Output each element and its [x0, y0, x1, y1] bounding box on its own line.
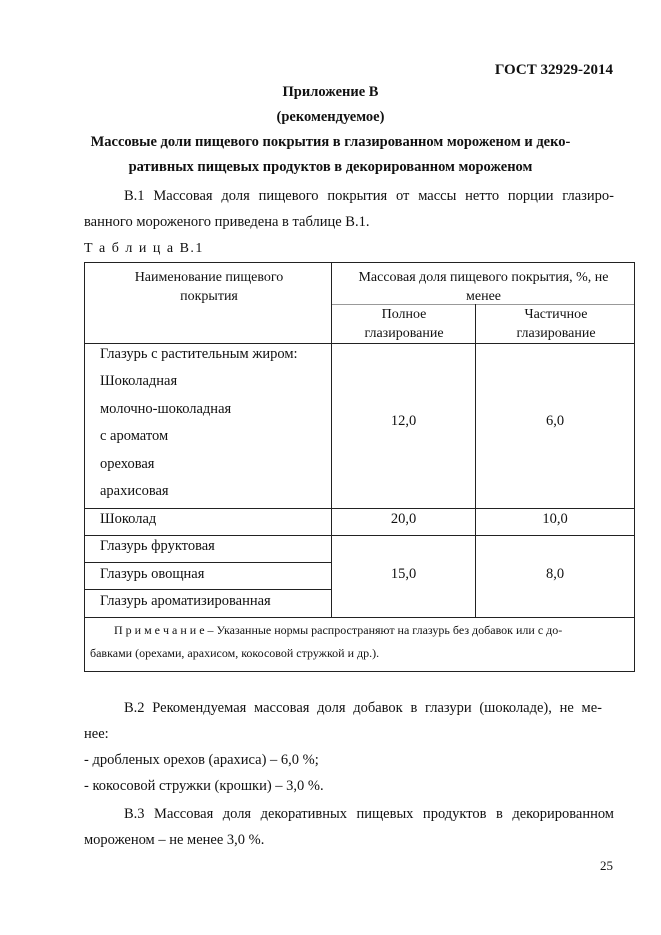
page-number: 25: [600, 858, 613, 873]
para-b3-line2: мороженом – не менее 3,0 %.: [84, 832, 265, 848]
header-mass-share: Массовая доля пищевого покрытия, %, не менее: [358, 270, 609, 304]
header-name: Наименование пищевого покрытия: [134, 270, 284, 304]
table-border-right: [634, 262, 635, 672]
group1-item-6: арахисовая: [100, 483, 169, 499]
table-caption: Т а б л и ц а В.1: [84, 241, 204, 256]
para-b3-line1: В.3 Массовая доля декоративных пищевых продуктов в декорированном: [124, 806, 614, 822]
document-code: ГОСТ 32929-2014: [494, 62, 613, 78]
section-title-line1: Массовые доли пищевого покрытия в глазированном мороженом и деко-: [90, 134, 571, 150]
group3-item-2: Глазурь овощная: [100, 566, 205, 582]
para-b2-line1: В.2 Рекомендуемая массовая доля добавок в глазури (шоколаде), не ме-: [124, 700, 602, 716]
group1-item-4: с ароматом: [100, 428, 169, 444]
header-partial-glazing: Частичное глазирование: [516, 307, 596, 341]
group1-item-5: ореховая: [100, 456, 155, 472]
table-header-bottom: [84, 343, 635, 344]
table-border-left: [84, 262, 85, 672]
table-border-top: [84, 262, 635, 263]
table-row-divider-1: [84, 508, 635, 509]
para-b1-line1: В.1 Массовая доля пищевого покрытия от массы нетто порции глазиро-: [124, 188, 614, 204]
mass-share-table: [84, 262, 635, 672]
group1-item-3: молочно-шоколадная: [100, 401, 232, 417]
group2-item: Шоколад: [100, 511, 157, 527]
group3-partial-value: 8,0: [545, 566, 565, 582]
group1-item-1: Глазурь с растительным жиром:: [100, 346, 298, 362]
group3-item-1: Глазурь фруктовая: [100, 538, 215, 554]
section-title-line2: ративных пищевых продуктов в декорированном мороженом: [128, 159, 533, 175]
table-note-divider: [84, 617, 635, 618]
appendix-status: (рекомендуемое): [276, 109, 385, 125]
table-border-bottom: [84, 671, 635, 672]
table-subrow-divider-2: [84, 589, 331, 590]
table-note-line2: бавками (орехами, арахисом, кокосовой стружкой и др.).: [90, 646, 380, 660]
table-note-line1: П р и м е ч а н и е – Указанные нормы распространяют на глазурь без добавок или с до-: [114, 623, 563, 637]
group2-full-value: 20,0: [390, 511, 417, 527]
header-full-glazing: Полное глазирование: [364, 307, 444, 341]
para-b1-line2: ванного мороженого приведена в таблице В.1.: [84, 214, 370, 230]
group1-item-2: Шоколадная: [100, 373, 178, 389]
para-b2-item1: - дробленых орехов (арахиса) – 6,0 %;: [84, 752, 319, 768]
table-subrow-divider-1: [84, 562, 331, 563]
table-col-divider-1: [331, 262, 332, 617]
group2-partial-value: 10,0: [542, 511, 568, 527]
table-row-divider-2: [84, 535, 635, 536]
group1-full-value: 12,0: [390, 413, 417, 429]
group3-item-3: Глазурь ароматизированная: [100, 593, 271, 609]
para-b2-line2: нее:: [84, 726, 109, 742]
para-b2-item2: - кокосовой стружки (крошки) – 3,0 %.: [84, 778, 324, 794]
appendix-title: Приложение В: [282, 84, 379, 100]
group1-partial-value: 6,0: [545, 413, 565, 429]
group3-full-value: 15,0: [390, 566, 417, 582]
